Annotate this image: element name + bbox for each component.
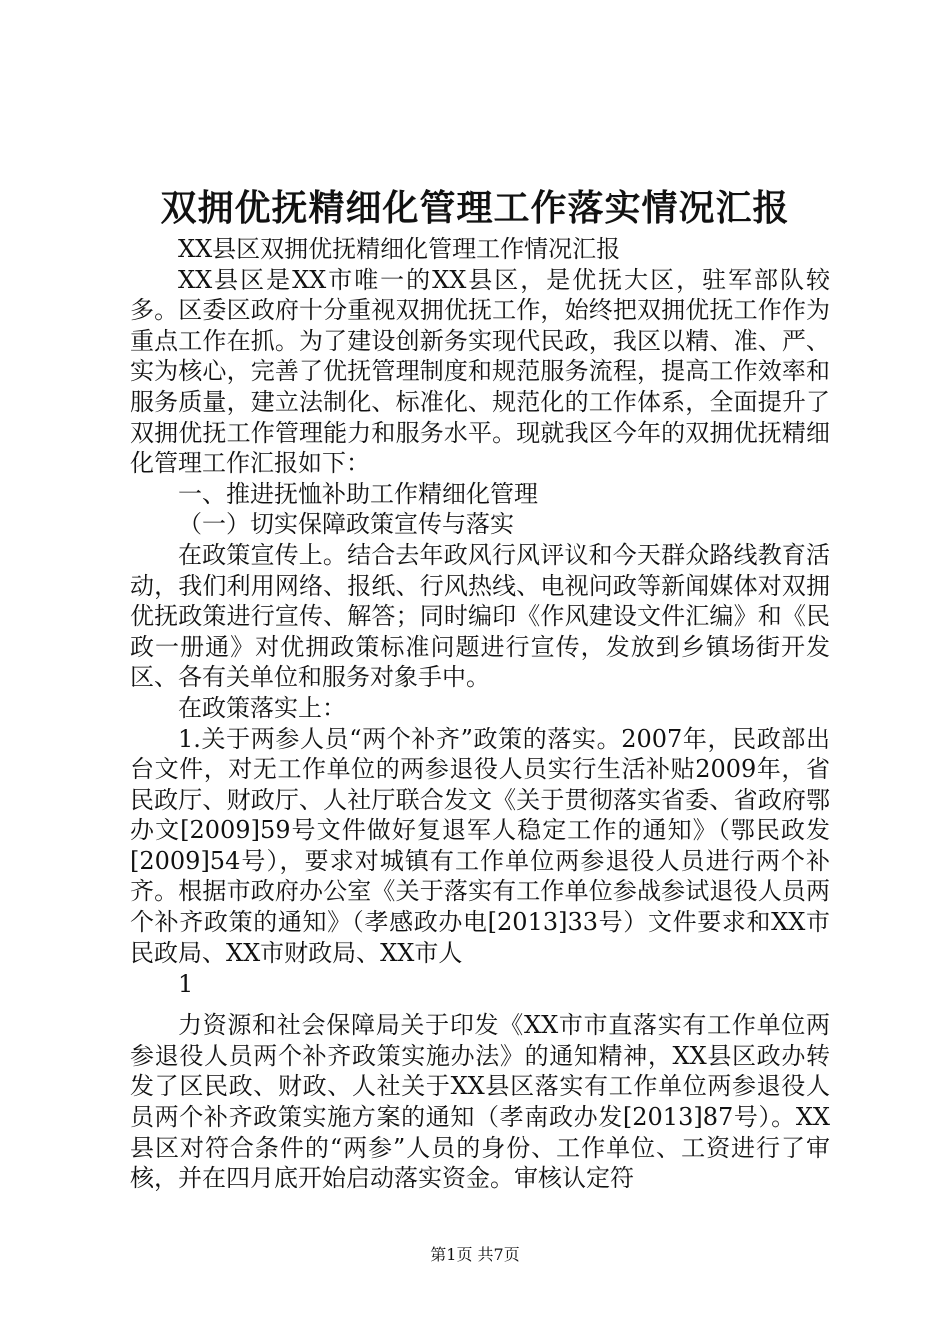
paragraph-continuation: 力资源和社会保障局关于印发《XX市市直落实有工作单位两参退役人员两个补齐政策实施办法》的通知精神，XX县区政办转发了区民政、财政、人社关于XX县区落实有工作单位两参退役人员两个补齐政策实施方案的通知（孝南政办发[2013]87号）。XX县区对符合条件的“两参”人员的身份、工作单位、工资进行了审核，并在四月底开始启动落实资金。审核认定符 [130,1011,830,1193]
paragraph-intro: XX县区是XX市唯一的XX县区，是优抚大区，驻军部队较多。区委区政府十分重视双拥优抚工作，始终把双拥优抚工作作为重点工作在抓。为了建设创新务实现代民政，我区以精、准、严、实为核心，完善了优抚管理制度和规范服务流程，提高工作效率和服务质量，建立法制化、标准化、规范化的工作体系，全面提升了双拥优抚工作管理能力和服务水平。现就我区今年的双拥优抚精细化管理工作汇报如下： [130,265,830,478]
page-break [130,1000,830,1010]
paragraph-subtitle: XX县区双拥优抚精细化管理工作情况汇报 [178,235,621,263]
document-body [130,234,830,1194]
paragraph-policy-implementation: 在政策落实上： [178,693,346,722]
page-number-marker: 1 [178,970,194,999]
page-footer: 第1页 共7页 [430,1245,520,1264]
document-title: 双拥优抚精细化管理工作落实情况汇报 [160,187,790,229]
subsection-heading-1: （一）切实保障政策宣传与落实 [178,510,514,539]
paragraph-item-1: 1.关于两参人员“两个补齐”政策的落实。2007年，民政部出台文件，对无工作单位的两参退役人员实行生活补贴2009年，省民政厅、财政厅、人社厅联合发文《关于贯彻落实省委、省政府鄂办文[2009]59号文件做好复退军人稳定工作的通知》（鄂民政发[2009]54号），要求对城镇有工作单位两参退役人员进行两个补齐。根据市政府办公室《关于落实有工作单位参战参试退役人员两个补齐政策的通知》（孝感政办电[2013]33号）文件要求和XX市民政局、XX市财政局、XX市人 [130,724,830,967]
paragraph-policy-promotion: 在政策宣传上。结合去年政风行风评议和今天群众路线教育活动，我们利用网络、报纸、行风热线、电视问政等新闻媒体对双拥优抚政策进行宣传、解答；同时编印《作风建设文件汇编》和《民政一册通》对优拥政策标准问题进行宣传，发放到乡镇场街开发区、各有关单位和服务对象手中。 [130,540,830,692]
section-heading-1: 一、推进抚恤补助工作精细化管理 [178,479,538,508]
